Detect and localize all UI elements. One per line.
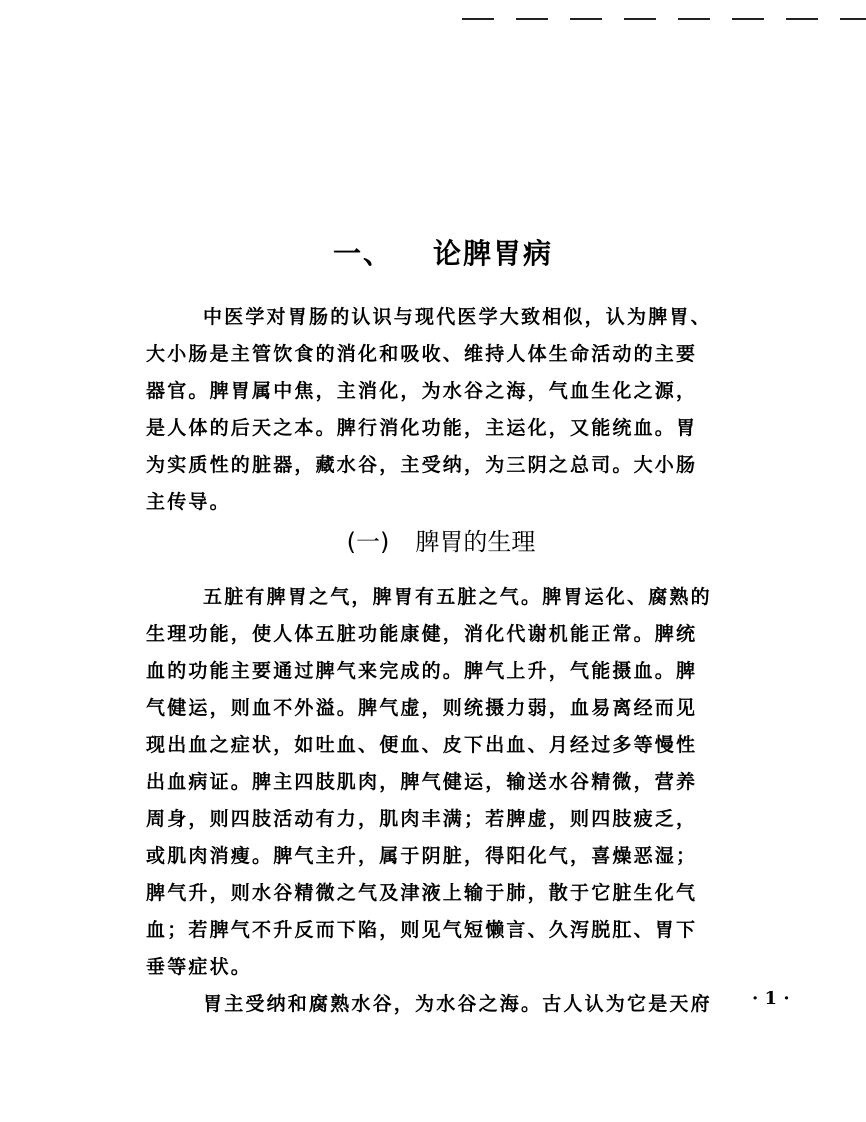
text-line: 是人体的后天之本。脾行消化功能，主运化，又能统血。胃 xyxy=(146,417,698,439)
text-line: 大小肠是主管饮食的消化和吸收、维持人体生命活动的主要 xyxy=(146,343,698,365)
dash xyxy=(462,18,494,20)
dash xyxy=(786,18,818,20)
section-heading xyxy=(0,522,866,557)
chapter-heading xyxy=(0,232,866,272)
dash xyxy=(516,18,548,20)
intro-paragraph xyxy=(146,299,756,521)
text-line: 五脏有脾胃之气，脾胃有五脏之气。脾胃运化、腐熟的 xyxy=(203,586,712,608)
dash xyxy=(678,18,710,20)
section-body xyxy=(146,579,756,1023)
text-line: 生理功能，使人体五脏功能康健，消化代谢机能正常。脾统 xyxy=(146,623,698,645)
text-line: 脾气升，则水谷精微之气及津液上输于肺，散于它脏生化气 xyxy=(146,882,698,904)
text-line: 现出血之症状，如吐血、便血、皮下出血、月经过多等慢性 xyxy=(146,734,698,756)
dash xyxy=(570,18,602,20)
text-line: 主传导。 xyxy=(146,491,231,513)
text-line: 胃主受纳和腐熟水谷，为水谷之海。古人认为它是天府 xyxy=(203,993,712,1015)
text-line: 出血病证。脾主四肢肌肉，脾气健运，输送水谷精微，营养 xyxy=(146,771,698,793)
section-title: 脾胃的生理 xyxy=(415,528,536,556)
text-line: 或肌肉消瘦。脾气主升，属于阴脏，得阳化气，喜燥恶湿； xyxy=(146,845,698,867)
header-dash-rule xyxy=(462,10,866,20)
text-line: 为实质性的脏器，藏水谷，主受纳，为三阴之总司。大小肠 xyxy=(146,454,698,476)
dash xyxy=(624,18,656,20)
section-number: (一) xyxy=(346,528,390,556)
dash xyxy=(840,18,866,20)
chapter-number: 一、 xyxy=(332,237,393,270)
page-number: · 1 · xyxy=(752,988,790,1009)
dash xyxy=(732,18,764,20)
text-line: 气健运，则血不外溢。脾气虚，则统摄力弱，血易离经而见 xyxy=(146,697,698,719)
text-line: 垂等症状。 xyxy=(146,956,253,978)
text-line: 器官。脾胃属中焦，主消化，为水谷之海，气血生化之源， xyxy=(146,380,698,402)
text-line: 周身，则四肢活动有力，肌肉丰满；若脾虚，则四肢疲乏， xyxy=(146,808,698,830)
text-line: 中医学对胃肠的认识与现代医学大致相似，认为脾胃、 xyxy=(203,306,712,328)
text-line: 血；若脾气不升反而下陷，则见气短懒言、久泻脱肛、胃下 xyxy=(146,919,698,941)
chapter-title: 论脾胃病 xyxy=(433,237,554,270)
text-line: 血的功能主要通过脾气来完成的。脾气上升，气能摄血。脾 xyxy=(146,660,698,682)
